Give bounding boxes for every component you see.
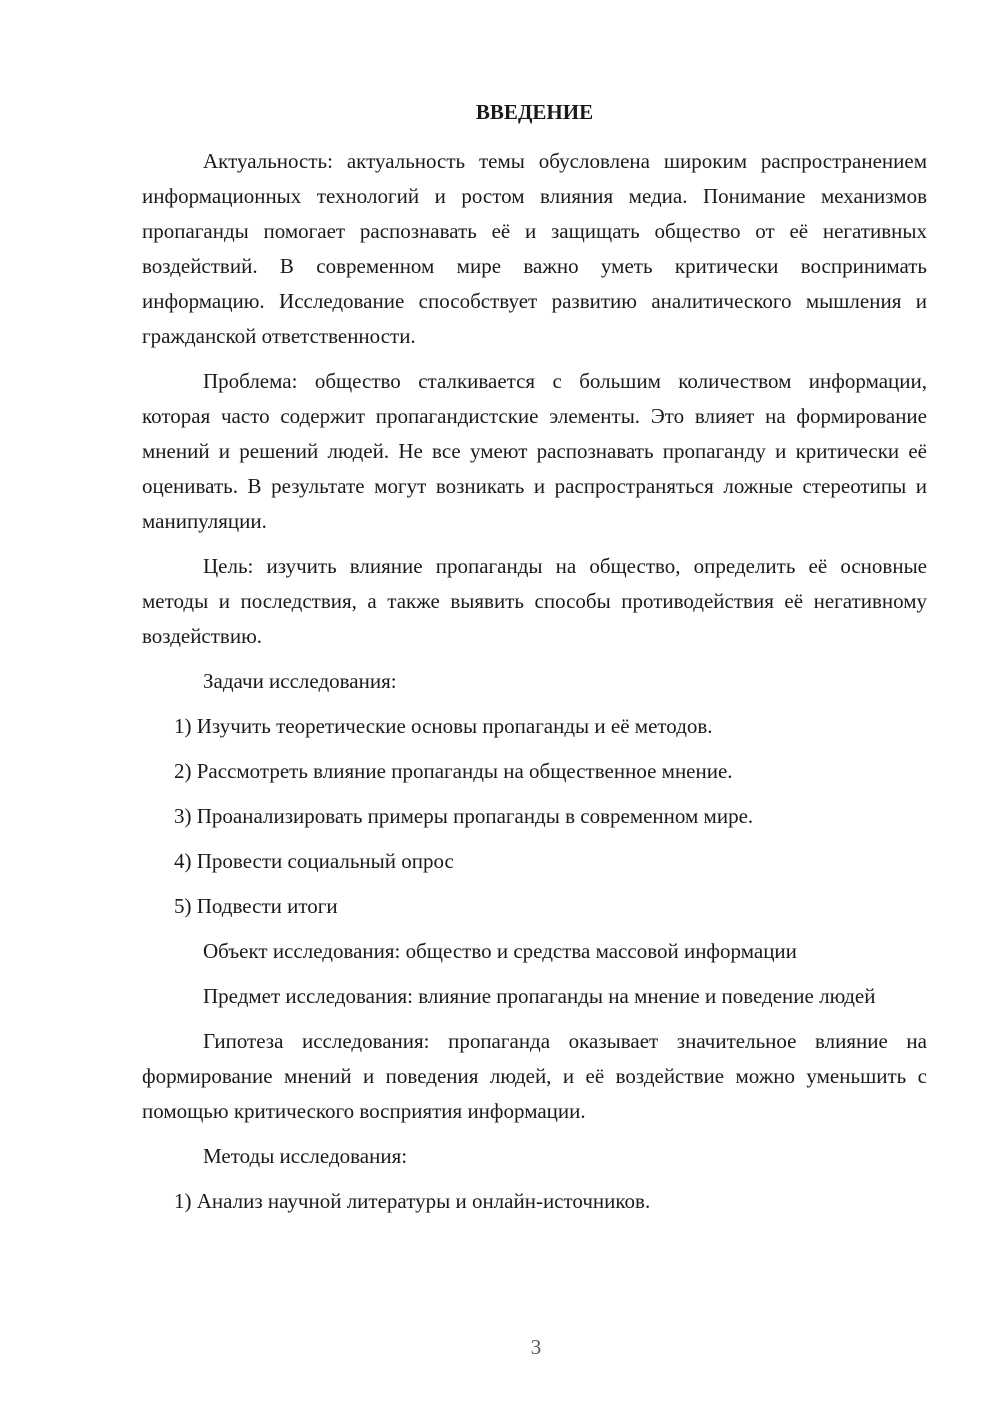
goal-paragraph: Цель: изучить влияние пропаганды на общество, определить её основные методы и последствия, а также выявить способы противодействия её негативному воздействию. [142,554,927,648]
tasks-label: Задачи исследования: [203,669,397,693]
tasks-list [142,709,927,924]
list-item: 4) Провести социальный опрос [174,849,454,873]
list-item: 1) Изучить теоретические основы пропаганды и её методов. [174,714,713,738]
list-item: 2) Рассмотреть влияние пропаганды на общественное мнение. [174,759,733,783]
subject-paragraph: Предмет исследования: влияние пропаганды на мнение и поведение людей [203,984,876,1008]
hypothesis-paragraph: Гипотеза исследования: пропаганда оказывает значительное влияние на формирование мнений и поведения людей, и её воздействие можно уменьшить с помощью критического восприятия информации. [142,1029,927,1123]
list-item: 1) Анализ научной литературы и онлайн-источников. [174,1189,651,1213]
relevance-paragraph: Актуальность: актуальность темы обусловлена широким распространением информационных технологий и ростом влияния медиа. Понимание механизмов пропаганды помогает распознавать её и защищать общество от её негативных воздействий. В современном мире важно уметь критически воспринимать информацию. Исследование способствует развитию аналитического мышления и гражданской ответственности. [142,149,927,348]
page-content [142,98,927,1229]
list-item: 3) Проанализировать примеры пропаганды в современном мире. [174,804,754,828]
list-item: 5) Подвести итоги [174,894,338,918]
page-title: ВВЕДЕНИЕ [475,100,594,124]
object-line: Объект исследования: общество и средства массовой информации [203,939,797,963]
page-number: 3 [530,1335,542,1359]
methods-list [142,1184,927,1219]
problem-paragraph: Проблема: общество сталкивается с большим количеством информации, которая часто содержит пропагандистские элементы. Это влияет на формирование мнений и решений людей. Не все умеют распознавать пропаганду и критически её оценивать. В результате могут возникать и распространяться ложные стереотипы и манипуляции. [142,369,927,533]
methods-label: Методы исследования: [203,1144,408,1168]
